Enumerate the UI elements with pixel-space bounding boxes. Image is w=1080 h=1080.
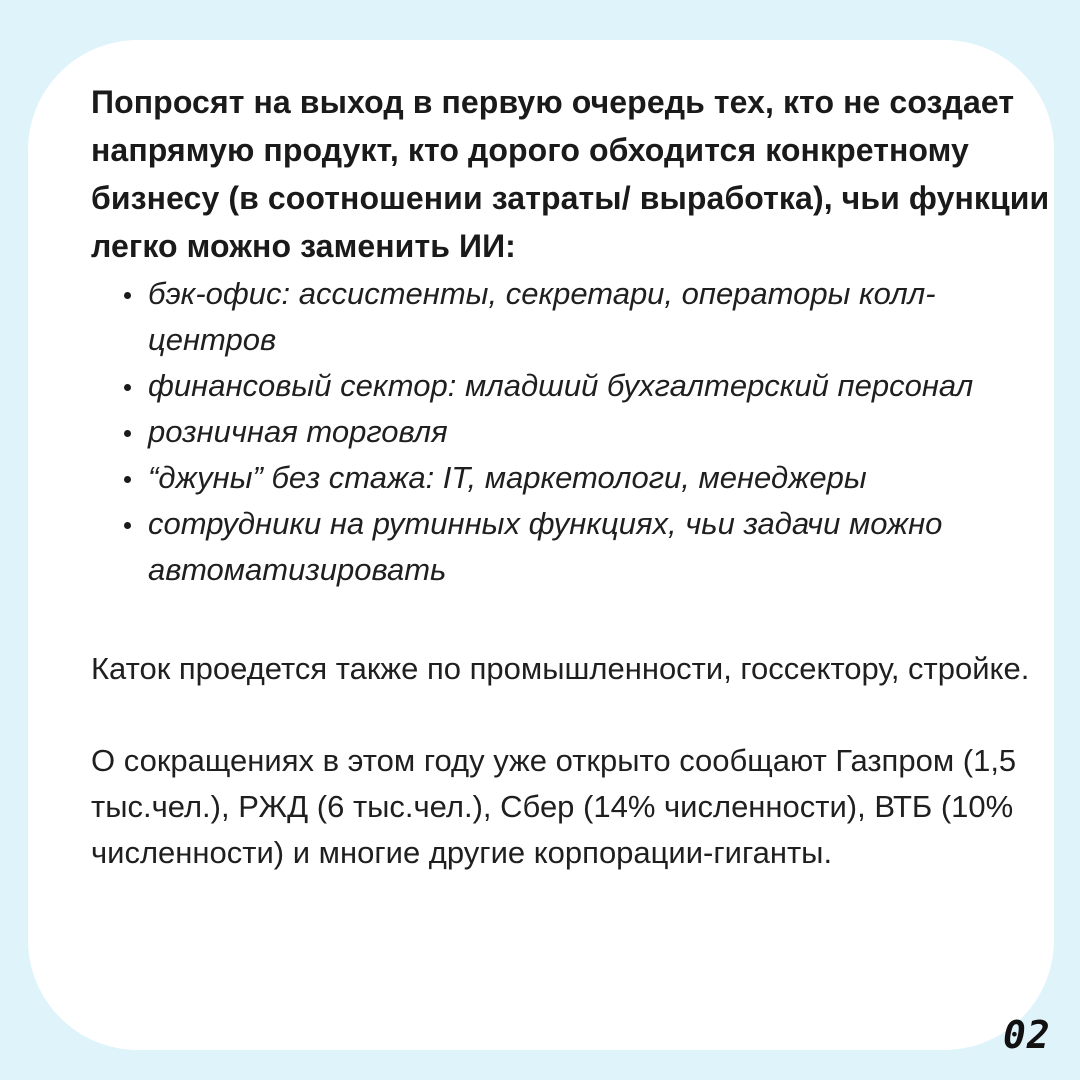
list-item (91, 271, 1051, 363)
affected-groups-list (91, 271, 1051, 593)
bullet-icon (124, 476, 131, 483)
list-item (91, 455, 1051, 501)
intro-text: Попросят на выход в первую очередь тех, кто не создает напрямую продукт, кто дорого обходится конкретному бизнесу (в соотношении затраты/ выработка), чьи функции легко можно заменить ИИ: (91, 84, 1050, 264)
page-number: 02 (1003, 1013, 1051, 1057)
list-item-text: бэк-офис: ассистенты, секретари, операторы колл-центров (148, 276, 936, 357)
bullet-icon (124, 384, 131, 391)
bullet-icon (124, 430, 131, 437)
layoffs-paragraph: О сокращениях в этом году уже открыто сообщают Газпром (1,5 тыс.чел.), РЖД (6 тыс.чел.), Сбер (14% численности), ВТБ (10% численности) и многие другие корпорации-гиганты. (91, 743, 1017, 870)
bullet-icon (124, 522, 131, 529)
industries-paragraph: Каток проедется также по промышленности, госсектору, стройке. (91, 651, 1030, 686)
list-item (91, 409, 1051, 455)
list-item (91, 501, 1051, 593)
list-item-text: сотрудники на рутинных функциях, чьи задачи можно автоматизировать (148, 506, 943, 587)
bullet-icon (124, 292, 131, 299)
post-content (91, 78, 1051, 876)
list-item-text: розничная торговля (148, 414, 448, 449)
list-item-text: “джуны” без стажа: IT, маркетологи, менеджеры (148, 460, 867, 495)
list-item (91, 363, 1051, 409)
list-item-text: финансовый сектор: младший бухгалтерский персонал (148, 368, 974, 403)
